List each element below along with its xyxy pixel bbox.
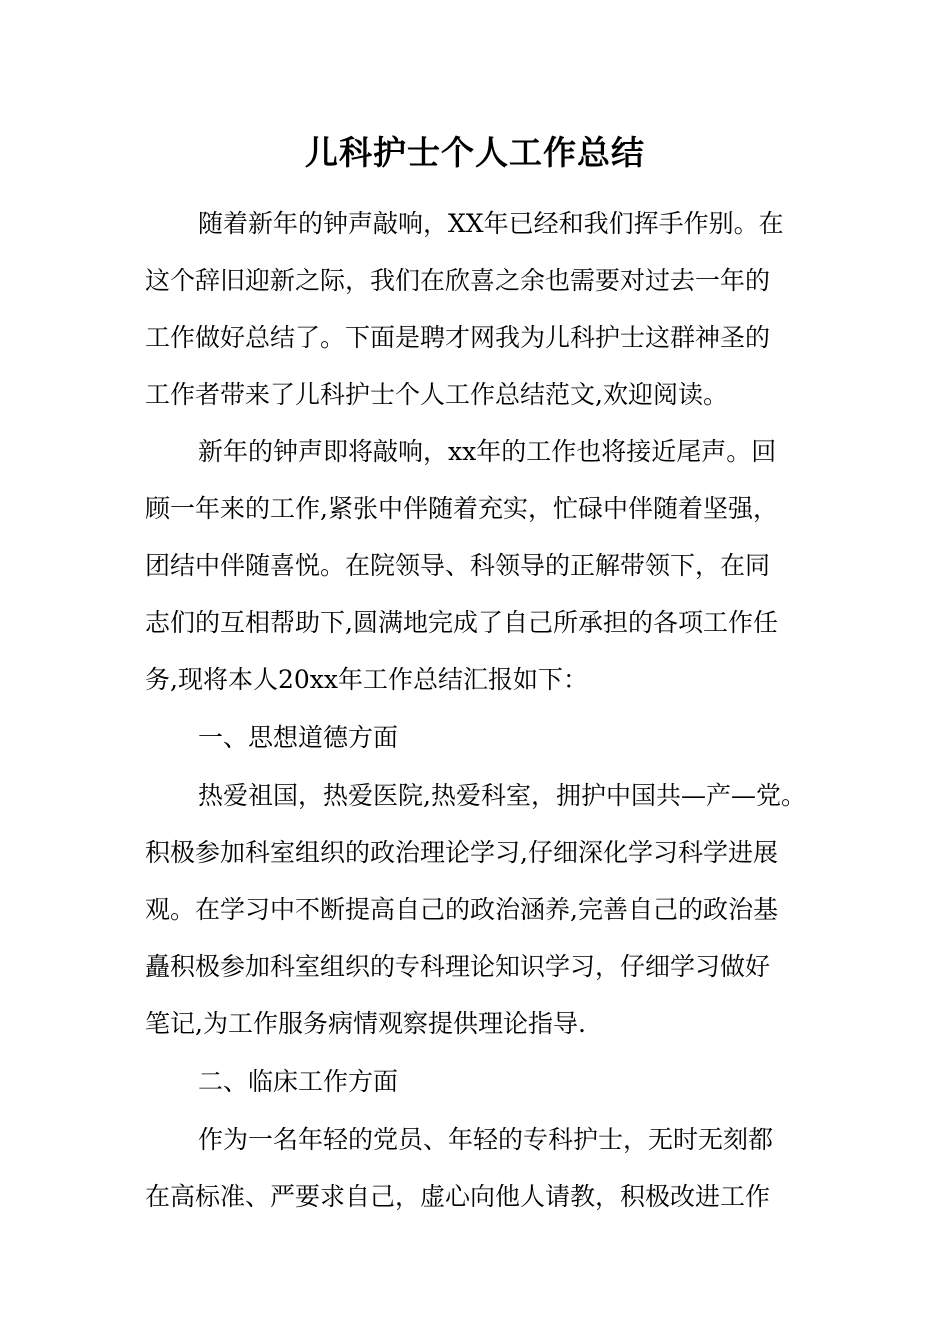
paragraph-line: 作为一名年轻的党员、年轻的专科护士，无时无刻都 — [198, 1125, 774, 1154]
paragraph-line: 团结中伴随喜悦。在院领导、科领导的正解带领下，在同 — [145, 551, 771, 580]
paragraph-line: 热爱祖国，热爱医院,热爱科室，拥护中国共—产—党。 — [198, 781, 806, 810]
paragraph-line: 志们的互相帮助下,圆满地完成了自己所承担的各项工作任 — [145, 608, 778, 637]
section-heading: 二、临床工作方面 — [198, 1067, 399, 1096]
document-title: 儿科护士个人工作总结 — [305, 133, 645, 172]
paragraph-line: 务,现将本人20xx年工作总结汇报如下： — [145, 665, 588, 694]
paragraph-line: 这个辞旧迎新之际，我们在欣喜之余也需要对过去一年的 — [145, 266, 771, 295]
paragraph-line: 笔记,为工作服务病情观察提供理论指导. — [145, 1009, 586, 1038]
paragraph-line: 矗积极参加科室组织的专科理论知识学习，仔细学习做好 — [145, 952, 771, 981]
paragraph-line: 随着新年的钟声敲响，XX年已经和我们挥手作别。在 — [198, 209, 784, 238]
paragraph-line: 积极参加科室组织的政治理论学习,仔细深化学习科学进展 — [145, 838, 778, 867]
section-heading: 一、思想道德方面 — [198, 723, 399, 752]
paragraph-line: 在高标准、严要求自己，虚心向他人请教，积极改进工作 — [145, 1182, 771, 1211]
paragraph-line: 工作者带来了儿科护士个人工作总结范文,欢迎阅读。 — [145, 380, 728, 409]
paragraph-line: 观。在学习中不断提高自己的政治涵养,完善自己的政治基 — [145, 895, 778, 924]
paragraph-line: 工作做好总结了。下面是聘才网我为儿科护士这群神圣的 — [145, 323, 771, 352]
paragraph-line: 新年的钟声即将敲响，xx年的工作也将接近尾声。回 — [198, 437, 777, 466]
paragraph-line: 顾一年来的工作,紧张中伴随着充实，忙碌中伴随着坚强， — [145, 494, 778, 523]
